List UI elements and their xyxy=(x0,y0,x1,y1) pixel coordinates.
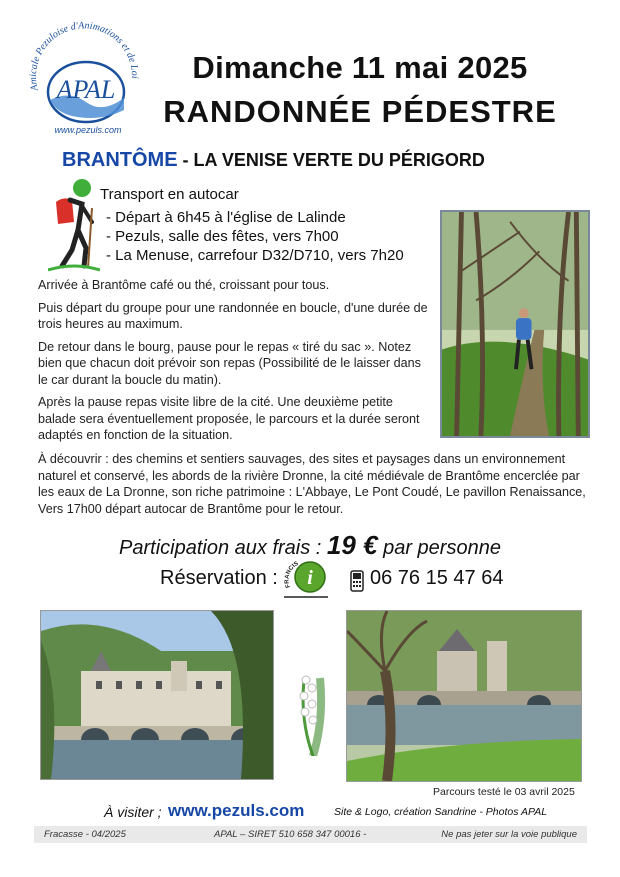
route-tested-date: Parcours testé le 03 avril 2025 xyxy=(433,786,575,798)
transport-title: Transport en autocar xyxy=(100,186,239,203)
paragraph-arrival: Arrivée à Brantôme café ou thé, croissant pour tous. xyxy=(38,278,330,292)
fee-suffix: par personne xyxy=(377,537,501,559)
phone-icon xyxy=(350,570,364,592)
fee-price: 19 € xyxy=(326,530,378,560)
destination-tagline: - LA VENISE VERTE DU PÉRIGORD xyxy=(177,150,485,170)
reservation-label: Réservation : xyxy=(160,567,278,589)
paragraph-hike: Puis départ du groupe pour une randonnée en boucle, d'une durée de trois heures au maximum. xyxy=(38,300,428,331)
website-link[interactable]: www.pezuls.com xyxy=(168,801,305,820)
logo-monogram: APAL xyxy=(56,75,116,104)
event-type-title: RANDONNÉE PÉDESTRE xyxy=(163,94,557,129)
program-description xyxy=(38,277,430,450)
footer-right: Ne pas jeter sur la voie publique xyxy=(441,829,577,840)
list-item: - Départ à 6h45 à l'église de Lalinde xyxy=(106,209,346,226)
visit-label: À visiter ; xyxy=(104,804,162,820)
fee-prefix: Participation aux frais : xyxy=(119,537,327,559)
list-item: - Pezuls, salle des fêtes, vers 7h00 xyxy=(106,228,339,245)
info-badge-icon xyxy=(280,557,332,601)
paragraph-afternoon: Après la pause repas visite libre de la cité. Une deuxième petite balade sera éventuellement proposée, le parcours et la durée seront adaptés en fonction de la situation. xyxy=(38,395,420,442)
phone-number[interactable]: 06 76 15 47 64 xyxy=(370,567,504,589)
lily-of-the-valley-icon xyxy=(290,660,336,756)
event-date-title: Dimanche 11 mai 2025 xyxy=(192,50,528,85)
footer-left: Fracasse - 04/2025 xyxy=(44,829,126,840)
paragraph-lunch: De retour dans le bourg, pause pour le repas « tiré du sac ». Notez bien que chacun doit prévoir son repas (Possibilité de le laisser dans le car durant la boucle du matin). xyxy=(38,339,421,387)
destination-name: BRANTÔME xyxy=(62,149,178,171)
footer-center: APAL – SIRET 510 658 347 00016 - xyxy=(214,829,367,840)
river-town-photo xyxy=(346,610,582,782)
logo-arc-text: Amicale Pezuloise d'Animations et de Loi xyxy=(27,20,141,92)
hiker-icon xyxy=(48,178,100,272)
forest-trail-photo xyxy=(440,210,590,438)
list-item: - La Menuse, carrefour D32/D710, vers 7h20 xyxy=(106,247,404,264)
destination-subtitle xyxy=(62,149,582,172)
credits: Site & Logo, création Sandrine - Photos APAL xyxy=(334,806,548,818)
transport-stops-list xyxy=(106,208,404,265)
logo-url: www.pezuls.com xyxy=(54,125,122,135)
badge-glyph: i xyxy=(307,567,313,589)
apal-logo xyxy=(20,18,148,138)
footer-bar xyxy=(34,826,587,843)
abbey-photo xyxy=(40,610,274,780)
paragraph-discover: À découvrir : des chemins et sentiers sauvages, des sites et paysages dans un environnement naturel et conservé, les abords de la rivière Dronne, la cité médiévale de Brantôme encerclée par les eaux de La Dronne, son riche patrimoine : L'Abbaye, Le Pont Coudé, Le pavillon Renaissance, Vers 17h00 départ autocar de Brantôme pour le retour. xyxy=(38,452,586,516)
badge-name: FRANCIS xyxy=(284,560,300,589)
